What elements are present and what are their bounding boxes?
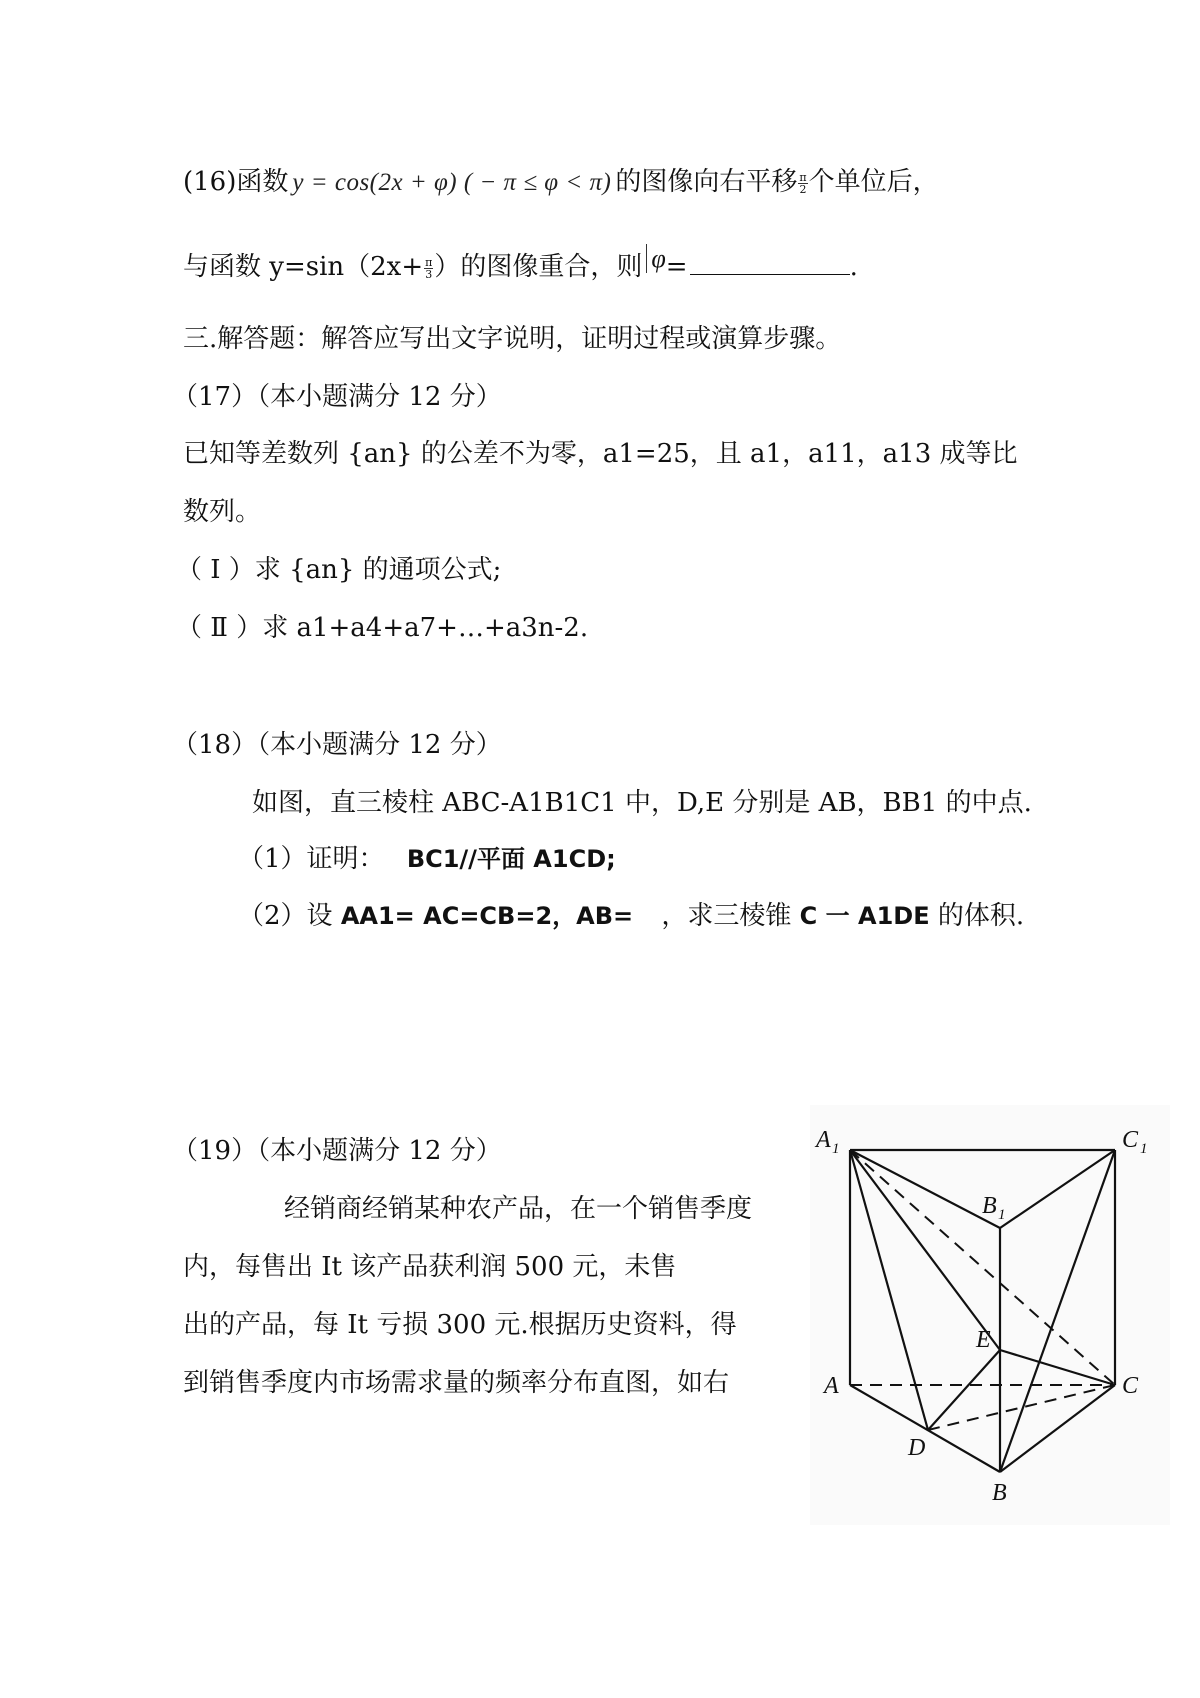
q19-line3: 出的产品，每 It 亏损 300 元.根据历史资料，得 xyxy=(183,1310,737,1340)
q19-header: （19）（本小题满分 12 分） xyxy=(172,1136,502,1166)
q18-part2-mid: ，求三棱锥 xyxy=(661,901,792,931)
fraction-numerator: π xyxy=(425,255,433,269)
q16-line2 xyxy=(183,244,858,284)
label-b1-subscript: 1 xyxy=(998,1207,1006,1223)
section-3-heading: 三.解答题：解答应写出文字说明，证明过程或演算步骤。 xyxy=(183,324,842,354)
label-a1-subscript: 1 xyxy=(832,1141,840,1157)
fraction-denominator: 3 xyxy=(425,267,433,281)
q19-line2: 内，每售出 It 该产品获利润 500 元，未售 xyxy=(183,1252,677,1282)
q16-suffix-b: 个单位后， xyxy=(808,167,939,197)
q19-line4: 到销售季度内市场需求量的频率分布直图，如右 xyxy=(183,1368,730,1398)
q17-line2: 数列。 xyxy=(183,497,262,527)
q16-suffix-a: 的图像向右平移 xyxy=(615,167,798,197)
fraction-denominator: 2 xyxy=(799,182,807,196)
fraction-numerator: π xyxy=(799,170,807,184)
q18-part2-end: 的体积. xyxy=(937,901,1025,931)
q16-line1 xyxy=(183,165,939,200)
q18-header: （18）（本小题满分 12 分） xyxy=(172,730,502,760)
q16-line2-prefix: 与函数 y=sin（2x+ xyxy=(183,252,424,282)
phi-abs-symbol: φ xyxy=(646,244,665,273)
q18-part1-statement: BC1//平面 A1CD; xyxy=(406,845,616,873)
label-e: E xyxy=(976,1327,991,1353)
q17-line1: 已知等差数列 {an} 的公差不为零，a1=25，且 a1，a11，a13 成等比 xyxy=(183,439,1018,469)
q16-fraction-pi-over-2 xyxy=(798,172,807,195)
q17-part1: （ Ⅰ ）求 {an} 的通项公式; xyxy=(176,555,502,585)
label-b1: B xyxy=(982,1193,997,1219)
q18-intro: 如图，直三棱柱 ABC-A1B1C1 中，D,E 分别是 AB，BB1 的中点. xyxy=(252,788,1032,818)
q16-prefix: (16)函数 xyxy=(183,167,289,197)
prism-figure xyxy=(810,1105,1170,1525)
q18-part1 xyxy=(238,842,616,876)
q16-end: . xyxy=(849,252,858,282)
q16-formula: y = cos(2x + φ) ( − π ≤ φ < π) xyxy=(292,169,612,196)
label-a: A xyxy=(824,1373,839,1399)
q17-part2: （ Ⅱ ）求 a1+a4+a7+…+a3n-2. xyxy=(176,613,589,643)
label-a1: A xyxy=(816,1127,831,1153)
answer-blank xyxy=(690,250,850,275)
q19-line1: 经销商经销某种农产品，在一个销售季度 xyxy=(284,1194,753,1224)
q16-equals: = xyxy=(665,252,688,282)
q17-header: （17）（本小题满分 12 分） xyxy=(172,382,502,412)
label-d: D xyxy=(908,1435,926,1461)
label-c: C xyxy=(1122,1373,1139,1399)
q18-part1-prefix: （1）证明： xyxy=(238,844,385,874)
label-c1: C xyxy=(1122,1127,1139,1153)
q16-line2-mid: ）的图像重合，则 xyxy=(434,252,643,282)
label-b: B xyxy=(992,1480,1007,1506)
label-c1-subscript: 1 xyxy=(1140,1141,1148,1157)
q18-part2-given: AA1= AC=CB=2，AB= xyxy=(340,902,634,930)
q16-fraction-pi-over-3 xyxy=(424,257,433,280)
q18-part2 xyxy=(238,899,1024,933)
q18-part2-prefix: （2）设 xyxy=(238,901,333,931)
q18-part2-pyramid: C 一 A1DE xyxy=(799,902,930,930)
